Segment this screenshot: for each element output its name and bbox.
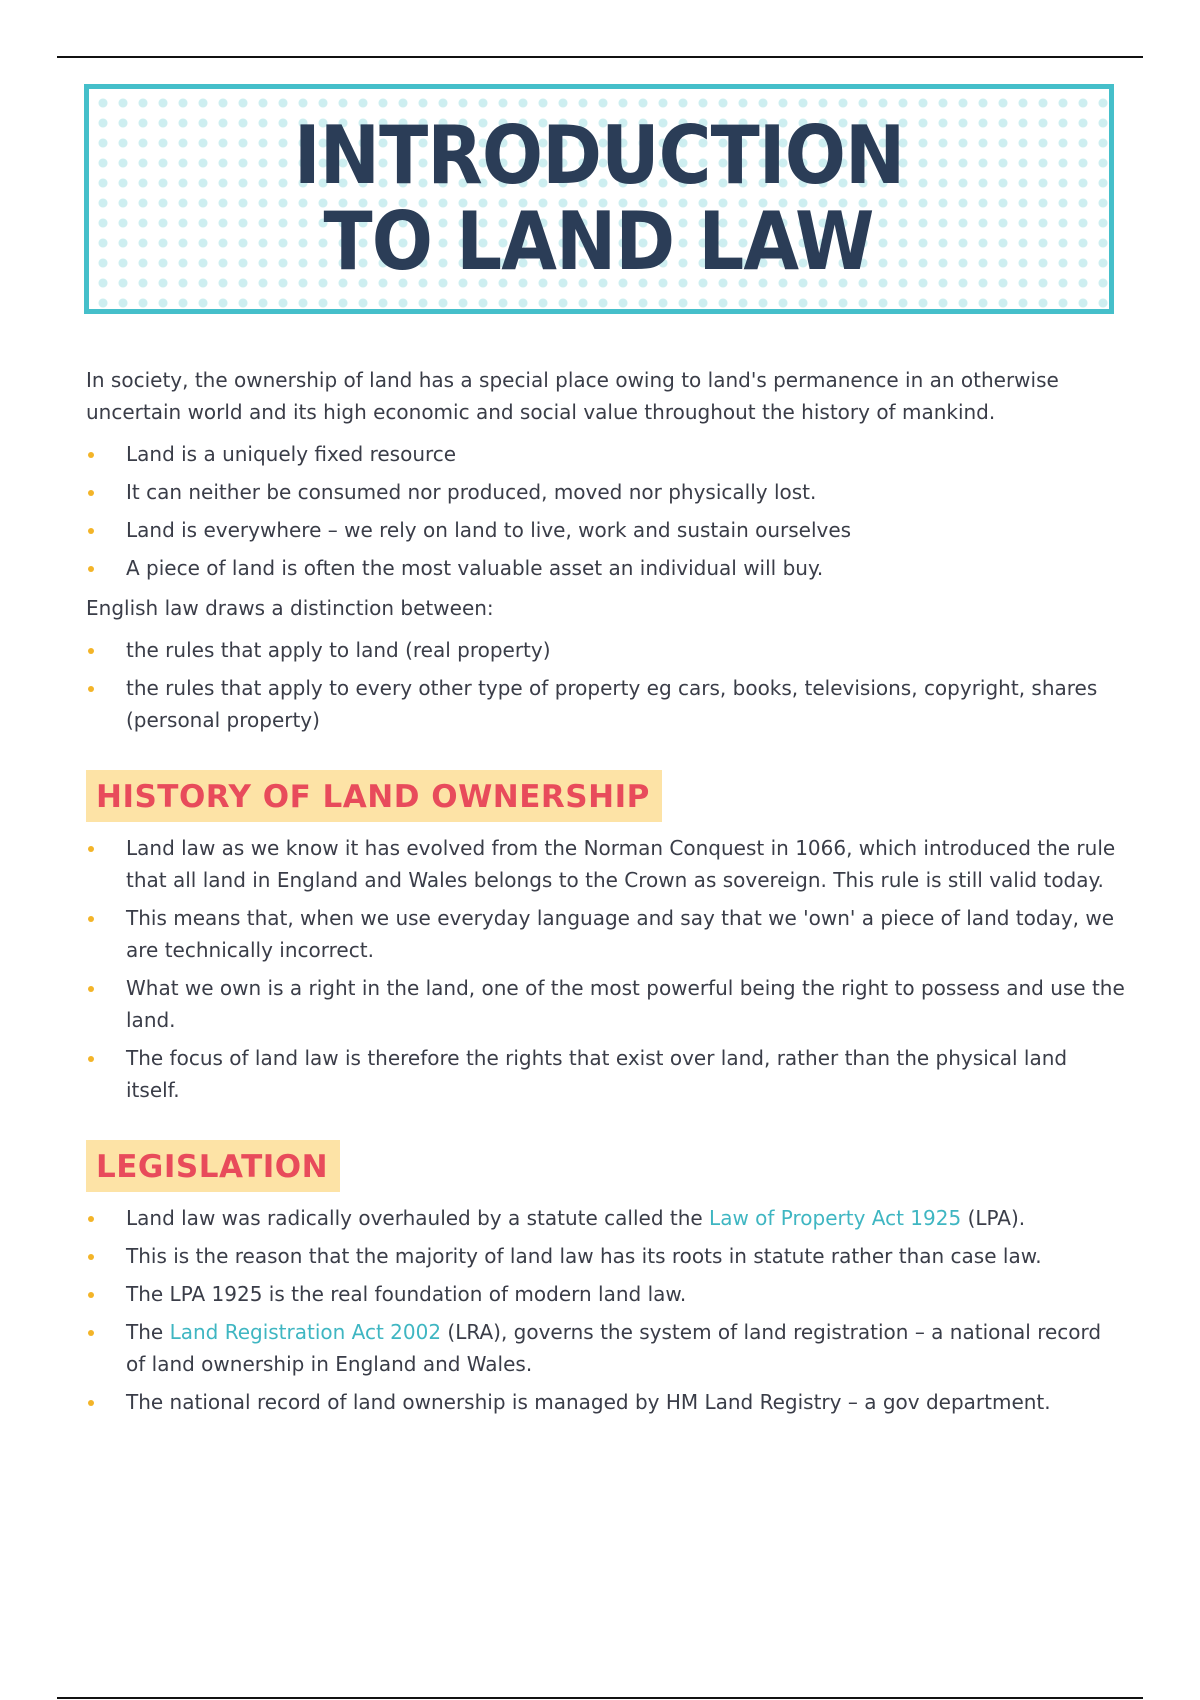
distinction-bullet-list xyxy=(86,634,1126,736)
list-item: This is the reason that the majority of land law has its roots in statute rather than case law. xyxy=(86,1240,1126,1272)
bullet-dot-icon xyxy=(88,846,94,852)
bullet-dot-icon xyxy=(88,1216,94,1222)
legislation-bullet-list xyxy=(86,1202,1126,1418)
legislation-section xyxy=(86,1140,1126,1418)
document-body xyxy=(86,364,1126,1424)
title-line-2: TO LAND LAW xyxy=(324,195,874,288)
top-rule xyxy=(57,56,1143,58)
land-registration-act-link[interactable]: Land Registration Act 2002 xyxy=(169,1320,442,1344)
list-item: The focus of land law is therefore the rights that exist over land, rather than the physical land itself. xyxy=(86,1042,1126,1106)
list-item: It can neither be consumed nor produced, moved nor physically lost. xyxy=(86,476,1126,508)
intro-paragraph: In society, the ownership of land has a special place owing to land's permanence in an otherwise uncertain world and its high economic and social value throughout the history of mankind. xyxy=(86,368,1059,424)
bullet-dot-icon xyxy=(88,916,94,922)
title-banner xyxy=(84,84,1114,314)
legislation-heading: LEGISLATION xyxy=(86,1140,340,1192)
list-item: The national record of land ownership is managed by HM Land Registry – a gov department. xyxy=(86,1386,1126,1418)
bullet-dot-icon xyxy=(88,1056,94,1062)
bullet-dot-icon xyxy=(88,566,94,572)
bullet-dot-icon xyxy=(88,986,94,992)
distinction-lead: English law draws a distinction between: xyxy=(86,596,494,620)
history-heading: HISTORY OF LAND OWNERSHIP xyxy=(86,770,662,822)
list-item: Land is a uniquely fixed resource xyxy=(86,438,1126,470)
title-line-1: INTRODUCTION xyxy=(293,109,905,202)
list-item: The Land Registration Act 2002 (LRA), governs the system of land registration – a national record of land ownership in England and Wales. xyxy=(86,1316,1126,1380)
list-item: the rules that apply to land (real property) xyxy=(86,634,1126,666)
list-item: A piece of land is often the most valuable asset an individual will buy. xyxy=(86,552,1126,584)
bullet-dot-icon xyxy=(88,648,94,654)
bullet-dot-icon xyxy=(88,490,94,496)
list-item: The LPA 1925 is the real foundation of modern land law. xyxy=(86,1278,1126,1310)
bullet-dot-icon xyxy=(88,452,94,458)
list-item: This means that, when we use everyday language and say that we 'own' a piece of land today, we are technically incorrect. xyxy=(86,902,1126,966)
law-of-property-act-link[interactable]: Law of Property Act 1925 xyxy=(709,1206,962,1230)
bullet-dot-icon xyxy=(88,1400,94,1406)
bottom-rule xyxy=(57,1697,1143,1699)
list-item: Land law was radically overhauled by a statute called the Law of Property Act 1925 (LPA). xyxy=(86,1202,1126,1234)
list-item: Land is everywhere – we rely on land to live, work and sustain ourselves xyxy=(86,514,1126,546)
intro-bullet-list xyxy=(86,438,1126,584)
bullet-dot-icon xyxy=(88,1292,94,1298)
bullet-dot-icon xyxy=(88,686,94,692)
list-item: Land law as we know it has evolved from the Norman Conquest in 1066, which introduced the rule that all land in England and Wales belongs to the Crown as sovereign. This rule is still valid today. xyxy=(86,832,1126,896)
bullet-dot-icon xyxy=(88,1254,94,1260)
history-bullet-list xyxy=(86,832,1126,1106)
list-item: What we own is a right in the land, one of the most powerful being the right to possess and use the land. xyxy=(86,972,1126,1036)
bullet-dot-icon xyxy=(88,1330,94,1336)
history-section xyxy=(86,770,1126,1106)
list-item: the rules that apply to every other type of property eg cars, books, televisions, copyright, shares (personal property) xyxy=(86,672,1126,736)
bullet-dot-icon xyxy=(88,528,94,534)
